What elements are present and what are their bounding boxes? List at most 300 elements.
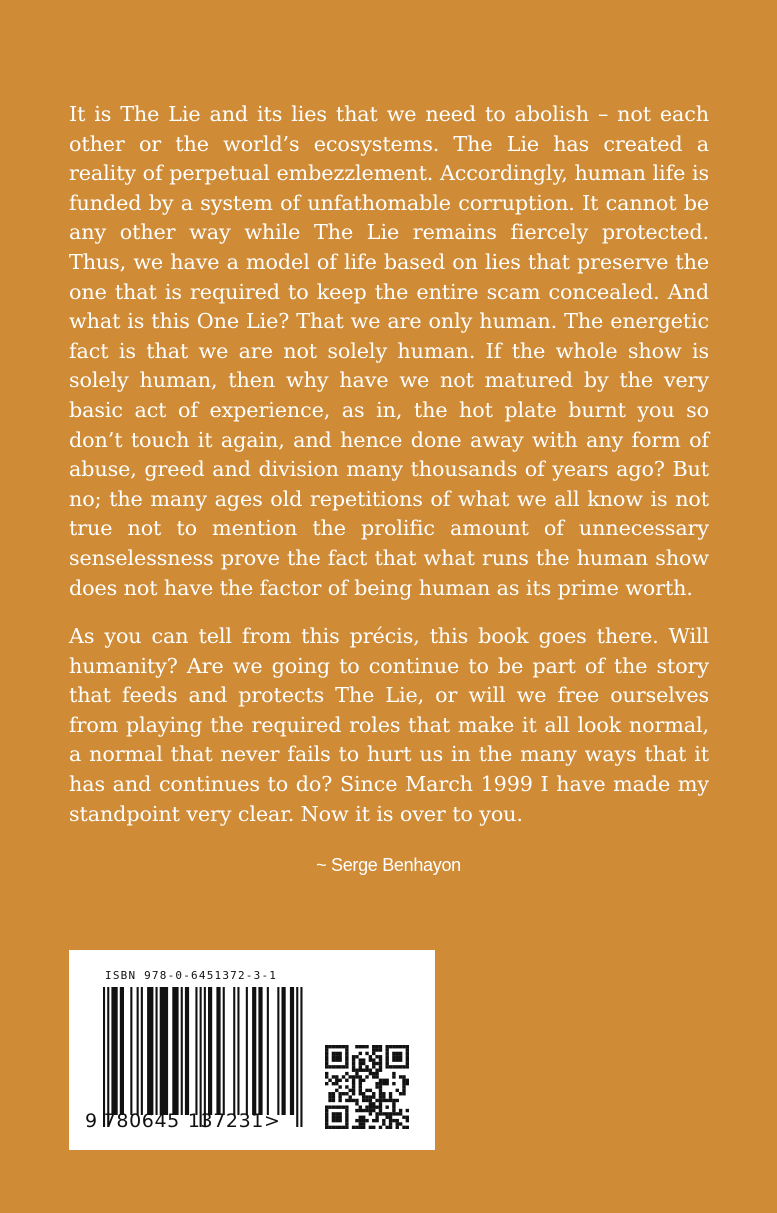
qr-module-165	[365, 1089, 368, 1092]
qr-module-38	[396, 1052, 399, 1055]
qr-module-159	[379, 1085, 382, 1088]
qr-module-136	[362, 1079, 365, 1082]
qr-module-29	[332, 1052, 335, 1055]
qr-module-273	[338, 1119, 341, 1122]
qr-module-188	[362, 1095, 365, 1098]
qr-module-171	[332, 1092, 335, 1095]
qr-module-251	[379, 1112, 382, 1115]
qr-module-36	[385, 1052, 388, 1055]
qr-module-18	[399, 1045, 402, 1048]
qr-module-209	[389, 1099, 392, 1102]
qr-module-240	[379, 1109, 382, 1112]
qr-module-85	[335, 1065, 338, 1068]
barcode-bar-3	[120, 987, 124, 1115]
barcode-bar-6	[141, 987, 143, 1115]
qr-module-51	[385, 1055, 388, 1058]
qr-module-166	[369, 1089, 372, 1092]
qr-module-69	[396, 1058, 399, 1061]
qr-module-4	[338, 1045, 341, 1048]
qr-module-274	[345, 1119, 348, 1122]
qr-module-2	[332, 1045, 335, 1048]
ean13-barcode-icon	[103, 987, 319, 1127]
qr-module-150	[385, 1082, 388, 1085]
barcode-bar-25	[277, 987, 279, 1115]
barcode-bar-18	[223, 987, 225, 1115]
qr-module-26	[385, 1048, 388, 1051]
qr-module-21	[325, 1048, 328, 1051]
qr-module-227	[372, 1105, 375, 1108]
qr-module-267	[389, 1116, 392, 1119]
qr-module-156	[352, 1085, 355, 1088]
qr-module-264	[362, 1116, 365, 1119]
qr-module-58	[335, 1058, 338, 1061]
qr-module-206	[379, 1099, 382, 1102]
qr-module-217	[325, 1105, 328, 1108]
qr-module-163	[352, 1089, 355, 1092]
qr-module-96	[392, 1065, 395, 1068]
qr-module-43	[335, 1055, 338, 1058]
barcode-digit-lead: 9	[85, 1110, 98, 1132]
qr-module-169	[402, 1089, 405, 1092]
qr-module-239	[372, 1109, 375, 1112]
qr-module-8	[359, 1045, 362, 1048]
qr-module-10	[365, 1045, 368, 1048]
barcode-bar-14	[200, 987, 202, 1127]
barcode-bar-7	[147, 987, 153, 1115]
qr-module-204	[369, 1099, 372, 1102]
barcode-bar-19	[233, 987, 235, 1115]
qr-module-52	[392, 1055, 395, 1058]
qr-module-83	[328, 1065, 331, 1068]
qr-module-284	[396, 1119, 399, 1122]
qr-module-39	[399, 1052, 402, 1055]
qr-module-118	[335, 1075, 338, 1078]
qr-module-30	[335, 1052, 338, 1055]
qr-module-243	[406, 1109, 409, 1112]
barcode-bar-12	[185, 987, 189, 1115]
qr-module-141	[406, 1079, 409, 1082]
barcode-bar-2	[111, 987, 117, 1115]
qr-module-16	[392, 1045, 395, 1048]
qr-module-66	[379, 1058, 382, 1061]
qr-module-290	[382, 1122, 385, 1125]
qr-module-135	[359, 1079, 362, 1082]
qr-module-93	[379, 1065, 382, 1068]
qr-module-105	[365, 1069, 368, 1072]
qr-module-167	[379, 1089, 382, 1092]
qr-module-0	[325, 1045, 328, 1048]
qr-module-291	[389, 1122, 392, 1125]
qr-module-133	[345, 1079, 348, 1082]
qr-module-79	[379, 1062, 382, 1065]
qr-module-17	[396, 1045, 399, 1048]
blurb-paragraph-2: As you can tell from this précis, this book goes there. Will humanity? Are we going to continue to be part of the story that feeds and protects The Lie, or will we free ourselves from playing the required roles that make it all look normal, a normal that never fails to hurt us in the many ways that it has and continues to do? Since March 1999 I have made my standpoint very clear. Now it is over to you.	[69, 624, 709, 826]
qr-module-71	[406, 1058, 409, 1061]
qr-module-216	[392, 1102, 395, 1105]
qr-module-154	[338, 1085, 341, 1088]
qr-module-207	[382, 1099, 385, 1102]
qr-module-44	[338, 1055, 341, 1058]
qr-module-45	[345, 1055, 348, 1058]
barcode-bar-29	[300, 987, 302, 1127]
qr-module-281	[382, 1119, 385, 1122]
qr-module-23	[372, 1048, 375, 1051]
qr-module-11	[372, 1045, 375, 1048]
qr-module-120	[349, 1075, 352, 1078]
qr-module-61	[352, 1058, 355, 1061]
qr-module-31	[338, 1052, 341, 1055]
qr-module-129	[402, 1075, 405, 1078]
qr-module-263	[359, 1116, 362, 1119]
qr-module-82	[325, 1065, 328, 1068]
qr-module-212	[355, 1102, 358, 1105]
qr-module-201	[355, 1099, 358, 1102]
qr-module-293	[399, 1122, 402, 1125]
qr-module-160	[402, 1085, 405, 1088]
qr-module-104	[362, 1069, 365, 1072]
qr-module-20	[406, 1045, 409, 1048]
qr-module-109	[325, 1072, 328, 1075]
qr-module-32	[345, 1052, 348, 1055]
qr-module-312	[406, 1126, 409, 1129]
qr-module-46	[352, 1055, 355, 1058]
qr-module-266	[385, 1116, 388, 1119]
qr-module-97	[396, 1065, 399, 1068]
qr-module-137	[379, 1079, 382, 1082]
qr-module-41	[325, 1055, 328, 1058]
qr-module-235	[359, 1109, 362, 1112]
qr-module-65	[372, 1058, 375, 1061]
barcode-bar-1	[107, 987, 109, 1127]
qr-module-72	[325, 1062, 328, 1065]
qr-module-35	[372, 1052, 375, 1055]
qr-module-232	[325, 1109, 328, 1112]
qr-module-125	[372, 1075, 375, 1078]
qr-module-84	[332, 1065, 335, 1068]
qr-module-193	[382, 1095, 385, 1098]
qr-module-179	[379, 1092, 382, 1095]
qr-module-100	[406, 1065, 409, 1068]
blurb-text	[69, 100, 709, 829]
qr-module-194	[389, 1095, 392, 1098]
qr-module-81	[406, 1062, 409, 1065]
qr-module-76	[362, 1062, 365, 1065]
qr-module-197	[338, 1099, 341, 1102]
qr-module-53	[396, 1055, 399, 1058]
qr-module-176	[359, 1092, 362, 1095]
qr-module-257	[399, 1112, 402, 1115]
barcode-bar-11	[181, 987, 183, 1115]
qr-module-107	[375, 1069, 378, 1072]
qr-module-196	[332, 1099, 335, 1102]
qr-module-275	[355, 1119, 358, 1122]
qr-module-47	[355, 1055, 358, 1058]
qr-module-226	[369, 1105, 372, 1108]
qr-module-261	[338, 1116, 341, 1119]
qr-module-151	[392, 1082, 395, 1085]
qr-module-15	[389, 1045, 392, 1048]
qr-module-99	[402, 1065, 405, 1068]
qr-module-276	[359, 1119, 362, 1122]
qr-module-195	[328, 1099, 331, 1102]
qr-module-192	[379, 1095, 382, 1098]
qr-module-77	[372, 1062, 375, 1065]
qr-code-icon	[325, 1045, 409, 1129]
qr-module-256	[396, 1112, 399, 1115]
qr-module-122	[355, 1075, 358, 1078]
qr-module-70	[399, 1058, 402, 1061]
qr-module-147	[375, 1082, 378, 1085]
barcode-bar-17	[216, 987, 220, 1115]
qr-module-311	[402, 1126, 405, 1129]
qr-module-158	[375, 1085, 378, 1088]
qr-module-73	[345, 1062, 348, 1065]
qr-module-172	[338, 1092, 341, 1095]
qr-module-62	[359, 1058, 362, 1061]
qr-module-59	[338, 1058, 341, 1061]
qr-module-211	[396, 1099, 399, 1102]
qr-module-214	[372, 1102, 375, 1105]
qr-module-238	[369, 1109, 372, 1112]
qr-module-78	[375, 1062, 378, 1065]
qr-module-111	[355, 1072, 358, 1075]
qr-module-301	[352, 1126, 355, 1129]
qr-module-74	[352, 1062, 355, 1065]
qr-module-164	[359, 1089, 362, 1092]
qr-module-94	[385, 1065, 388, 1068]
qr-module-40	[406, 1052, 409, 1055]
barcode-bar-8	[156, 987, 158, 1115]
qr-module-128	[399, 1075, 402, 1078]
qr-module-280	[375, 1119, 378, 1122]
qr-module-110	[345, 1072, 348, 1075]
barcode-quiet-zone-marker: >	[263, 1110, 281, 1132]
qr-module-27	[406, 1048, 409, 1051]
qr-module-183	[402, 1092, 405, 1095]
barcode-bar-22	[252, 987, 256, 1115]
qr-module-178	[372, 1092, 375, 1095]
qr-module-287	[345, 1122, 348, 1125]
qr-module-278	[365, 1119, 368, 1122]
qr-module-103	[359, 1069, 362, 1072]
qr-module-180	[382, 1092, 385, 1095]
qr-module-142	[325, 1082, 328, 1085]
qr-module-92	[372, 1065, 375, 1068]
qr-module-131	[335, 1079, 338, 1082]
barcode-bar-26	[282, 987, 286, 1115]
qr-module-123	[359, 1075, 362, 1078]
qr-module-117	[332, 1075, 335, 1078]
qr-module-221	[338, 1105, 341, 1108]
qr-module-247	[338, 1112, 341, 1115]
qr-module-132	[338, 1079, 341, 1082]
qr-module-228	[375, 1105, 378, 1108]
qr-module-191	[372, 1095, 375, 1098]
barcode-bar-5	[137, 987, 139, 1115]
qr-module-254	[389, 1112, 392, 1115]
qr-module-296	[332, 1126, 335, 1129]
barcode-bar-15	[204, 987, 206, 1127]
qr-module-68	[392, 1058, 395, 1061]
qr-module-148	[379, 1082, 382, 1085]
qr-module-224	[359, 1105, 362, 1108]
qr-module-234	[355, 1109, 358, 1112]
qr-module-298	[338, 1126, 341, 1129]
qr-module-189	[365, 1095, 368, 1098]
qr-module-102	[355, 1069, 358, 1072]
qr-module-134	[352, 1079, 355, 1082]
qr-module-242	[399, 1109, 402, 1112]
barcode-digits	[85, 1110, 281, 1132]
qr-module-271	[332, 1119, 335, 1122]
qr-module-106	[369, 1069, 372, 1072]
qr-module-153	[406, 1082, 409, 1085]
qr-module-308	[385, 1126, 388, 1129]
qr-module-185	[332, 1095, 335, 1098]
qr-module-152	[402, 1082, 405, 1085]
isbn-label: ISBN 978-0-6451372-3-1	[105, 969, 278, 982]
qr-module-219	[332, 1105, 335, 1108]
qr-module-86	[338, 1065, 341, 1068]
qr-module-146	[359, 1082, 362, 1085]
qr-module-89	[352, 1065, 355, 1068]
qr-module-190	[369, 1095, 372, 1098]
qr-module-37	[392, 1052, 395, 1055]
qr-module-248	[345, 1112, 348, 1115]
qr-module-34	[365, 1052, 368, 1055]
qr-module-231	[392, 1105, 395, 1108]
qr-module-13	[379, 1045, 382, 1048]
qr-module-283	[392, 1119, 395, 1122]
qr-module-218	[328, 1105, 331, 1108]
qr-module-127	[392, 1075, 395, 1078]
qr-module-244	[325, 1112, 328, 1115]
qr-module-91	[365, 1065, 368, 1068]
qr-module-56	[325, 1058, 328, 1061]
qr-module-119	[342, 1075, 345, 1078]
qr-module-215	[379, 1102, 382, 1105]
barcode-bar-10	[172, 987, 178, 1115]
qr-module-87	[342, 1065, 345, 1068]
qr-module-3	[335, 1045, 338, 1048]
qr-module-208	[385, 1099, 388, 1102]
barcode-digit-group-1: 780645	[103, 1110, 180, 1132]
barcode-bar-20	[237, 987, 239, 1115]
qr-module-6	[345, 1045, 348, 1048]
qr-module-24	[375, 1048, 378, 1051]
author-signature: ~ Serge Benhayon	[316, 855, 461, 875]
qr-module-306	[372, 1126, 375, 1129]
qr-module-60	[345, 1058, 348, 1061]
qr-module-162	[349, 1089, 352, 1092]
qr-module-173	[342, 1092, 345, 1095]
qr-module-269	[406, 1116, 409, 1119]
qr-module-279	[372, 1119, 375, 1122]
qr-module-265	[375, 1116, 378, 1119]
qr-module-112	[369, 1072, 372, 1075]
qr-module-50	[379, 1055, 382, 1058]
qr-module-33	[359, 1052, 362, 1055]
qr-module-236	[362, 1109, 365, 1112]
qr-module-297	[335, 1126, 338, 1129]
qr-module-282	[389, 1119, 392, 1122]
qr-module-205	[375, 1099, 378, 1102]
qr-module-168	[396, 1089, 399, 1092]
qr-module-116	[325, 1075, 328, 1078]
qr-module-262	[345, 1116, 348, 1119]
qr-module-5	[342, 1045, 345, 1048]
qr-module-25	[379, 1048, 382, 1051]
qr-module-286	[325, 1122, 328, 1125]
barcode-bar-16	[208, 987, 212, 1115]
qr-module-229	[379, 1105, 382, 1108]
qr-module-199	[349, 1099, 352, 1102]
qr-module-143	[332, 1082, 335, 1085]
qr-module-75	[359, 1062, 362, 1065]
qr-module-175	[352, 1092, 355, 1095]
barcode-bar-23	[258, 987, 262, 1115]
barcode-bar-13	[195, 987, 197, 1115]
qr-module-48	[369, 1055, 372, 1058]
qr-module-250	[375, 1112, 378, 1115]
qr-module-121	[352, 1075, 355, 1078]
qr-module-54	[399, 1055, 402, 1058]
qr-module-202	[362, 1099, 365, 1102]
qr-module-299	[342, 1126, 345, 1129]
qr-module-63	[362, 1058, 365, 1061]
qr-module-289	[362, 1122, 365, 1125]
qr-module-237	[365, 1109, 368, 1112]
qr-module-115	[392, 1072, 395, 1075]
barcode-bar-9	[160, 987, 168, 1115]
qr-module-302	[355, 1126, 358, 1129]
qr-module-145	[352, 1082, 355, 1085]
qr-module-184	[328, 1095, 331, 1098]
barcode-bar-4	[130, 987, 132, 1115]
qr-module-14	[385, 1045, 388, 1048]
qr-module-22	[345, 1048, 348, 1051]
qr-module-294	[325, 1126, 328, 1129]
qr-module-245	[332, 1112, 335, 1115]
qr-module-170	[328, 1092, 331, 1095]
qr-module-186	[338, 1095, 341, 1098]
qr-module-130	[328, 1079, 331, 1082]
qr-module-292	[396, 1122, 399, 1125]
barcode-bar-0	[103, 987, 105, 1127]
qr-module-64	[369, 1058, 372, 1061]
qr-module-155	[345, 1085, 348, 1088]
qr-module-220	[335, 1105, 338, 1108]
qr-module-253	[385, 1112, 388, 1115]
qr-module-157	[359, 1085, 362, 1088]
qr-module-149	[382, 1082, 385, 1085]
qr-module-161	[335, 1089, 338, 1092]
qr-module-55	[406, 1055, 409, 1058]
qr-module-187	[349, 1095, 352, 1098]
qr-module-259	[332, 1116, 335, 1119]
qr-module-304	[362, 1126, 365, 1129]
qr-module-272	[335, 1119, 338, 1122]
qr-module-246	[335, 1112, 338, 1115]
qr-module-222	[342, 1105, 345, 1108]
qr-module-42	[332, 1055, 335, 1058]
qr-module-90	[359, 1065, 362, 1068]
qr-module-113	[372, 1072, 375, 1075]
qr-module-138	[382, 1079, 385, 1082]
qr-module-108	[379, 1069, 382, 1072]
qr-module-1	[328, 1045, 331, 1048]
qr-module-12	[375, 1045, 378, 1048]
